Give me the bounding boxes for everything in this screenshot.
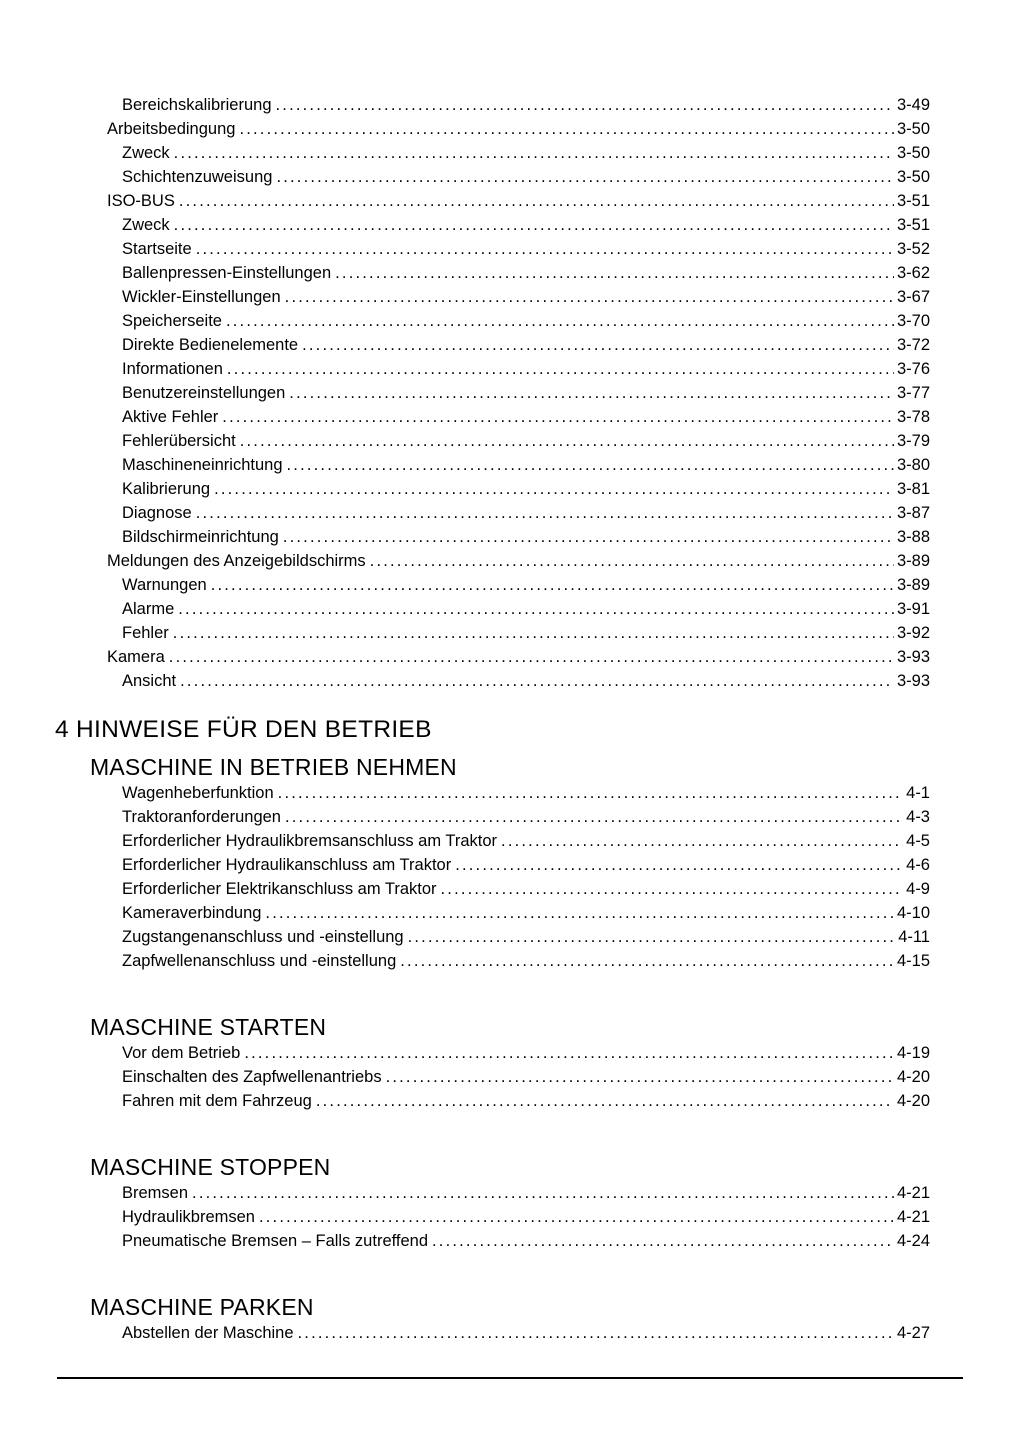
toc-entry-page: 4-19 [896,1044,930,1062]
toc-entry-page: 3-93 [896,648,930,666]
dot-leader [259,1205,894,1229]
dot-leader [239,117,894,141]
section-heading: MASCHINE STARTEN [90,1014,327,1040]
toc-entry [55,237,930,261]
dot-leader [276,93,894,117]
toc-entry [55,525,930,549]
dot-leader [222,405,894,429]
dot-leader [335,261,894,285]
toc-entry [55,669,930,693]
toc-entry-page: 4-21 [896,1184,930,1202]
toc-entry [55,453,930,477]
dot-leader [174,213,894,237]
toc-entry-label: Benutzereinstellungen [122,384,286,402]
toc-entry-page: 3-81 [896,480,930,498]
dot-leader [408,925,896,949]
dot-leader [441,877,904,901]
dot-leader [302,333,894,357]
toc-entry-page: 3-72 [896,336,930,354]
section-heading: MASCHINE IN BETRIEB NEHMEN [90,754,457,780]
dot-leader [265,901,894,925]
dot-leader [285,285,894,309]
toc-entry-label: Speicherseite [122,312,222,330]
toc-entry-label: Bildschirmeinrichtung [122,528,279,546]
section-heading: MASCHINE STOPPEN [90,1154,331,1180]
toc-entry [55,381,930,405]
toc-entry-page: 3-49 [896,96,930,114]
toc-entry-page: 4-1 [906,784,930,802]
toc-entry [55,117,930,141]
toc-entry-label: Informationen [122,360,223,378]
toc-entry-page: 3-93 [896,672,930,690]
toc-entry [55,501,930,525]
dot-leader [370,549,894,573]
toc-entry [55,877,930,901]
toc-entry-group [55,781,930,973]
toc-entry-page: 3-78 [896,408,930,426]
toc-entry-label: Pneumatische Bremsen – Falls zutreffend [122,1232,429,1250]
toc-entry-page: 3-52 [896,240,930,258]
toc-entry-label: Wagenheberfunktion [122,784,274,802]
dot-leader [386,1065,894,1089]
toc-entry-page: 4-3 [906,808,930,826]
toc-entry [55,477,930,501]
toc-entry-page: 3-87 [896,504,930,522]
toc-entry-page: 3-92 [896,624,930,642]
toc-entry-label: Zweck [122,216,170,234]
toc-entry-page: 4-6 [906,856,930,874]
toc-entry [55,405,930,429]
dot-leader [400,949,894,973]
toc-entry [55,1205,930,1229]
dot-leader [178,597,894,621]
toc-entry [55,141,930,165]
toc-entry-label: Zugstangenanschluss und -einstellung [122,928,404,946]
toc-entry-label: Kamera [107,648,165,666]
toc-entry-page: 4-21 [896,1208,930,1226]
dot-leader [214,477,894,501]
toc-entry-label: Warnungen [122,576,207,594]
toc-entry-page: 3-89 [896,576,930,594]
toc-entry-label: Erforderlicher Hydraulikbremsanschluss am Traktor [122,832,498,850]
toc-entry-page: 3-50 [896,120,930,138]
toc-entry-group [55,1041,930,1113]
dot-leader [455,853,903,877]
toc-entry-label: Fehler [122,624,169,642]
toc-entry-label: Startseite [122,240,192,258]
toc-entry-label: Zweck [122,144,170,162]
toc-entry [55,1065,930,1089]
toc-entry-page: 3-80 [896,456,930,474]
toc-entry-label: Vor dem Betrieb [122,1044,241,1062]
toc-entry-page: 3-70 [896,312,930,330]
dot-leader [174,141,894,165]
dot-leader [244,1041,894,1065]
toc-entry-page: 3-51 [896,216,930,234]
dot-leader [276,165,894,189]
toc-entry [55,165,930,189]
dot-leader [169,645,894,669]
toc-entry-label: Arbeitsbedingung [107,120,236,138]
toc-entry-page: 3-89 [896,552,930,570]
toc-entry-page: 4-9 [906,880,930,898]
toc-entry [55,573,930,597]
toc-entry-label: Kameraverbindung [122,904,262,922]
toc-entry-label: Maschineneinrichtung [122,456,283,474]
toc-entry-label: Alarme [122,600,175,618]
toc-entry [55,213,930,237]
toc-entry-page: 4-10 [896,904,930,922]
toc-entry-label: Meldungen des Anzeigebildschirms [107,552,366,570]
dot-leader [226,309,894,333]
toc-entry [55,93,930,117]
toc-entry-page: 3-91 [896,600,930,618]
toc-entry-label: Schichtenzuweisung [122,168,273,186]
toc-entry [55,333,930,357]
toc-entry [55,645,930,669]
dot-leader [283,525,894,549]
dot-leader [211,573,894,597]
toc-entry [55,621,930,645]
toc-entry-group [55,1181,930,1253]
dot-leader [432,1229,894,1253]
toc-entry [55,309,930,333]
toc-entry-label: Ballenpressen-Einstellungen [122,264,332,282]
toc-entry [55,949,930,973]
toc-entry [55,829,930,853]
toc-entry-page: 3-50 [896,168,930,186]
dot-leader [180,669,894,693]
toc-entry-label: Bereichskalibrierung [122,96,272,114]
dot-leader [173,621,894,645]
toc-entry-label: Hydraulikbremsen [122,1208,255,1226]
toc-entry [55,901,930,925]
toc-entry-label: Direkte Bedienelemente [122,336,299,354]
toc-entry-page: 3-88 [896,528,930,546]
dot-leader [289,381,894,405]
dot-leader [196,501,894,525]
toc-entry-page: 4-5 [906,832,930,850]
toc-entry-label: Zapfwellenanschluss und -einstellung [122,952,397,970]
toc-entry [55,781,930,805]
toc-entry-label: Einschalten des Zapfwellenantriebs [122,1068,382,1086]
toc-entry [55,357,930,381]
toc-entry-label: Diagnose [122,504,192,522]
toc-entry-label: Bremsen [122,1184,189,1202]
toc-entry-page: 3-67 [896,288,930,306]
toc-entry [55,549,930,573]
dot-leader [227,357,894,381]
toc-entry [55,1321,930,1345]
toc-entry-label: ISO-BUS [107,192,175,210]
toc-entry [55,189,930,213]
toc-entry [55,1181,930,1205]
toc-entry-label: Fahren mit dem Fahrzeug [122,1092,312,1110]
toc-entry-page: 4-24 [896,1232,930,1250]
toc-entry [55,925,930,949]
toc-entry-page: 3-62 [896,264,930,282]
section-heading: MASCHINE PARKEN [90,1294,314,1320]
toc-entry-label: Ansicht [122,672,177,690]
dot-leader [179,189,894,213]
toc-entry-label: Erforderlicher Elektrikanschluss am Traktor [122,880,437,898]
toc-entry [55,853,930,877]
toc-entry-label: Aktive Fehler [122,408,219,426]
footer-rule [57,1377,963,1379]
toc-entry [55,597,930,621]
toc-entry-page: 4-20 [896,1092,930,1110]
toc-entry-label: Kalibrierung [122,480,211,498]
dot-leader [316,1089,894,1113]
toc-entry-page: 3-76 [896,360,930,378]
toc-entry-label: Traktoranforderungen [122,808,281,826]
toc-entry-label: Erforderlicher Hydraulikanschluss am Traktor [122,856,452,874]
toc-entry [55,1041,930,1065]
dot-leader [278,781,903,805]
dot-leader [196,237,894,261]
toc-entry-page: 3-77 [896,384,930,402]
toc-entry-page: 3-50 [896,144,930,162]
toc-entry-label: Wickler-Einstellungen [122,288,281,306]
toc-entry [55,1089,930,1113]
toc-entry-page: 4-15 [896,952,930,970]
dot-leader [192,1181,894,1205]
toc-entry-label: Fehlerübersicht [122,432,236,450]
table-of-contents [55,93,930,1345]
chapter-heading: 4 HINWEISE FÜR DEN BETRIEB [55,716,432,743]
toc-entry-page: 3-79 [896,432,930,450]
toc-entry [55,261,930,285]
toc-entry-page: 4-20 [896,1068,930,1086]
toc-entry-page: 4-27 [896,1324,930,1342]
toc-entry-page: 3-51 [896,192,930,210]
toc-entry-group [55,1321,930,1345]
toc-entry [55,1229,930,1253]
dot-leader [285,805,903,829]
toc-entry [55,285,930,309]
dot-leader [240,429,894,453]
dot-leader [298,1321,894,1345]
dot-leader [287,453,894,477]
toc-entry-label: Abstellen der Maschine [122,1324,294,1342]
toc-entry [55,429,930,453]
toc-entry-page: 4-11 [898,928,930,946]
toc-entry-group [55,93,930,693]
dot-leader [501,829,903,853]
toc-entry [55,805,930,829]
